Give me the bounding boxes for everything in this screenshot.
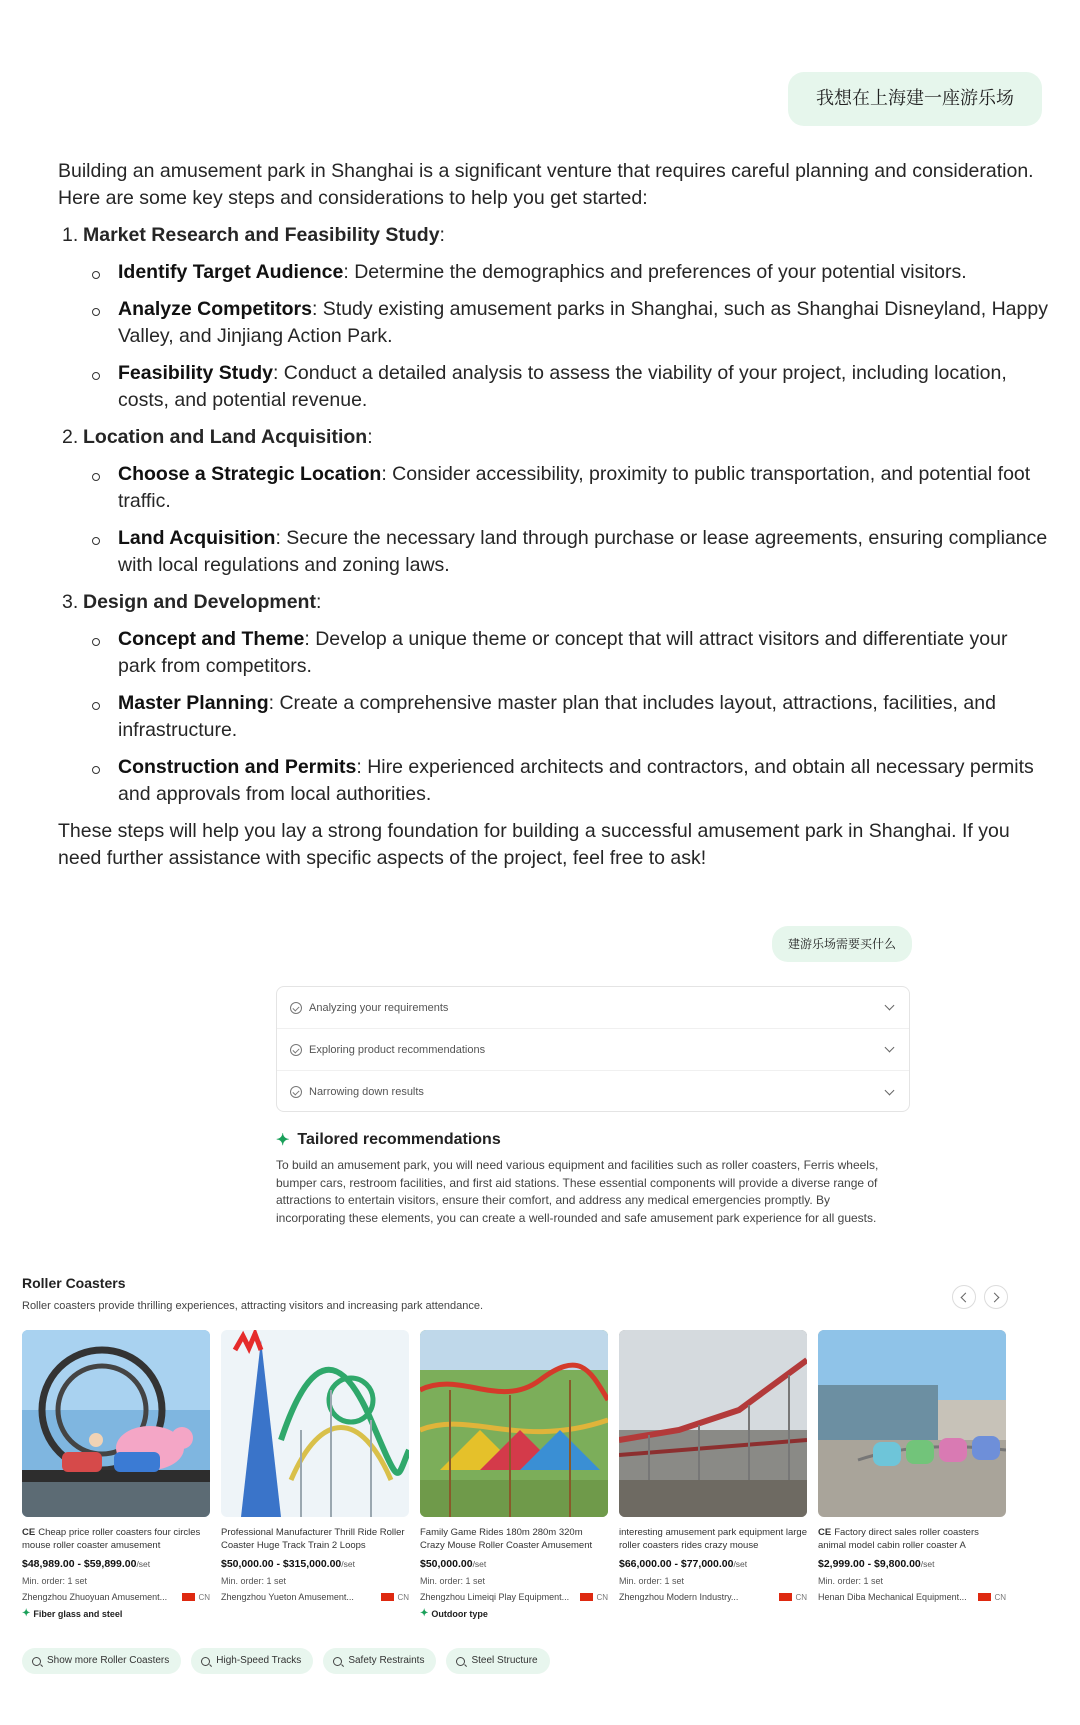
progress-steps-card (276, 986, 910, 1112)
sub-item-text: : Study existing amusement parks in Shanghai, such as Shanghai Disneyland, Happy Valley, and Jinjiang Action Park. (118, 298, 1048, 347)
product-price (619, 1558, 807, 1570)
chip-show-more[interactable] (22, 1648, 181, 1674)
answer-intro: Building an amusement park in Shanghai is a significant venture that requires careful planning and consideration. Here are some key steps and considerations to help you get started: (58, 160, 1034, 209)
sub-item-term: Construction and Permits (118, 756, 357, 778)
chevron-down-icon[interactable] (885, 1043, 895, 1053)
country-code: CN (198, 1592, 210, 1602)
sub-item (88, 461, 1048, 515)
sub-item-text: : Secure the necessary land through purchase or lease agreements, ensuring compliance with local regulations and zoning laws. (118, 527, 1048, 576)
product-title[interactable] (619, 1526, 807, 1552)
product-tag-text: Outdoor type (431, 1608, 488, 1619)
recommendations-title: Tailored recommendations (297, 1131, 501, 1148)
sub-item (88, 259, 1048, 286)
check-circle-icon (290, 1044, 302, 1056)
price-unit: /set (341, 1559, 355, 1569)
step-title: Market Research and Feasibility Study (83, 224, 440, 246)
supplier-name[interactable]: Zhengzhou Zhuoyuan Amusement... (22, 1592, 168, 1602)
sub-item (88, 690, 1048, 744)
min-order: Min. order: 1 set (22, 1576, 88, 1586)
ce-mark: CE (22, 1527, 36, 1538)
sub-item-term: Analyze Competitors (118, 298, 312, 320)
search-icon (456, 1657, 465, 1666)
product-tag-text: Fiber glass and steel (33, 1608, 123, 1619)
product-title[interactable] (221, 1526, 409, 1552)
sparkle-icon: ✦ (276, 1132, 290, 1149)
carousel-next-button[interactable] (984, 1285, 1008, 1309)
chevron-down-icon[interactable] (885, 1001, 895, 1011)
country-code: CN (397, 1592, 409, 1602)
product-carousel (22, 1330, 1006, 1619)
user-message-bubble: 我想在上海建一座游乐场 (788, 72, 1042, 126)
sub-item-text: : Develop a unique theme or concept that will attract visitors and differentiate your park from competitors. (118, 628, 1008, 677)
supplier-name[interactable]: Henan Diba Mechanical Equipment... (818, 1592, 967, 1602)
product-price (420, 1558, 608, 1570)
min-order: Min. order: 1 set (221, 1576, 287, 1586)
check-circle-icon (290, 1086, 302, 1098)
product-price (22, 1558, 210, 1570)
step-title: Design and Development (83, 591, 316, 613)
product-image[interactable] (221, 1330, 409, 1517)
product-card[interactable] (818, 1330, 1006, 1619)
recommendations-body: To build an amusement park, you will need various equipment and facilities such as roller coasters, Ferris wheels, bumper cars, restroom facilities, and first aid stations. These essential components will provide a diverse range of attractions to entertain visitors, ensure their comfort, and address any medical emergencies promptly. By incorporating these elements, you can create a well-rounded and safe amusement park experience for all guests. (276, 1158, 879, 1225)
min-order: Min. order: 1 set (818, 1576, 884, 1586)
product-title[interactable] (22, 1526, 210, 1552)
answer-closing: These steps will help you lay a strong foundation for building a successful amusement park in Shanghai. If you need further assistance with specific aspects of the project, feel free to ask! (58, 820, 1010, 869)
progress-step-label: Narrowing down results (309, 1086, 424, 1098)
product-title-text: Cheap price roller coasters four circles mouse roller coaster amusement (22, 1527, 201, 1551)
step-number: 3. (62, 591, 79, 613)
step-number: 2. (62, 426, 79, 448)
step-number: 1. (62, 224, 79, 246)
supplier-name[interactable]: Zhengzhou Limeiqi Play Equipment... (420, 1592, 570, 1602)
chip-safety-restraints[interactable] (323, 1648, 436, 1674)
country-code: CN (596, 1592, 608, 1602)
chevron-left-icon (961, 1293, 971, 1303)
product-tag (22, 1608, 210, 1619)
sparkle-icon: ✦ (22, 1608, 31, 1619)
price-range: $50,000.00 (420, 1558, 473, 1570)
product-card[interactable] (221, 1330, 409, 1619)
sub-item-term: Master Planning (118, 692, 269, 714)
country-code: CN (994, 1592, 1006, 1602)
step-item: 3. Design and Development: Concept and Theme: Develop a unique theme or concept that will attract visitors and differentiate your park from competitors. Master Planning: Create a comprehensive master plan that includes layout, attractions, facilities, and infrastructure. Construction and Permits: Hire experienced architects and contractors, and obtain all necessary permits and approvals from local authorities. (58, 589, 1048, 808)
check-circle-icon (290, 1002, 302, 1014)
step-item: 1. Market Research and Feasibility Study: Identify Target Audience: Determine the demographics and preferences of your potential visitors. Analyze Competitors: Study existing amusement parks in Shanghai, such as Shanghai Disneyland, Happy Valley, and Jinjiang Action Park. Feasibility Study: Conduct a detailed analysis to assess the viability of your project, including location, costs, and potential revenue. (58, 222, 1048, 414)
chevron-right-icon (990, 1293, 1000, 1303)
chip-label: Show more Roller Coasters (47, 1655, 170, 1666)
search-icon (333, 1657, 342, 1666)
suggestion-chips (22, 1648, 550, 1674)
section-description: Roller coasters provide thrilling experiences, attracting visitors and increasing park attendance. (22, 1300, 484, 1312)
supplier-name[interactable]: Zhengzhou Modern Industry... (619, 1592, 739, 1602)
china-flag-icon (580, 1593, 593, 1601)
product-price (818, 1558, 1006, 1570)
supplier-row[interactable] (619, 1592, 807, 1602)
china-flag-icon (182, 1593, 195, 1601)
sub-item-text: : Create a comprehensive master plan that includes layout, attractions, facilities, and infrastructure. (118, 692, 996, 741)
chip-label: Safety Restraints (348, 1655, 425, 1666)
product-tag (420, 1608, 608, 1619)
sub-item-term: Land Acquisition (118, 527, 276, 549)
supplier-name[interactable]: Zhengzhou Yueton Amusement... (221, 1592, 354, 1602)
product-title[interactable] (420, 1526, 608, 1552)
china-flag-icon (779, 1593, 792, 1601)
progress-step[interactable] (277, 1029, 909, 1071)
min-order: Min. order: 1 set (619, 1576, 685, 1586)
product-card[interactable] (619, 1330, 807, 1619)
sub-item-text: : Consider accessibility, proximity to public transportation, and potential foot traffic. (118, 463, 1031, 512)
price-unit: /set (733, 1559, 748, 1569)
product-image[interactable] (22, 1330, 210, 1517)
product-title-text: Professional Manufacturer Thrill Ride Roller Coaster Huge Track Train 2 Loops (221, 1527, 405, 1551)
step-title: Location and Land Acquisition (83, 426, 368, 448)
sparkle-icon: ✦ (420, 1608, 429, 1619)
sub-item (88, 754, 1048, 808)
sub-item (88, 360, 1048, 414)
price-range: $2,999.00 - $9,800.00 (818, 1558, 921, 1570)
product-title-text: Family Game Rides 180m 280m 320m Crazy Mouse Roller Coaster Amusement (420, 1527, 593, 1551)
sub-item-term: Identify Target Audience (118, 261, 344, 283)
sub-item (88, 525, 1048, 579)
steps-list (58, 222, 1048, 808)
product-image[interactable] (619, 1330, 807, 1517)
sub-item-text: : Hire experienced architects and contractors, and obtain all necessary permits and approvals from local authorities. (118, 756, 1034, 805)
sub-item-text: : Determine the demographics and preferences of your potential visitors. (343, 261, 967, 283)
china-flag-icon (978, 1593, 991, 1601)
supplier-row[interactable] (420, 1592, 608, 1602)
china-flag-icon (381, 1593, 394, 1601)
price-range: $66,000.00 - $77,000.00 (619, 1558, 734, 1570)
chip-label: Steel Structure (471, 1655, 538, 1666)
sub-item (88, 626, 1048, 680)
sub-item (88, 296, 1048, 350)
product-image[interactable] (818, 1330, 1006, 1517)
supplier-row[interactable] (22, 1592, 210, 1602)
product-title-text: interesting amusement park equipment large roller coasters rides crazy mouse (619, 1527, 807, 1551)
chip-steel-structure[interactable] (446, 1648, 549, 1674)
sub-item-term: Choose a Strategic Location (118, 463, 382, 485)
chevron-down-icon[interactable] (885, 1085, 895, 1095)
sub-item-text: : Conduct a detailed analysis to assess the viability of your project, including location, costs, and potential revenue. (118, 362, 1007, 411)
sub-item-term: Feasibility Study (118, 362, 273, 384)
progress-step-label: Analyzing your requirements (309, 1001, 449, 1014)
price-range: $50,000.00 - $315,000.00 (221, 1558, 342, 1570)
ce-mark: CE (818, 1527, 832, 1538)
carousel-prev-button[interactable] (952, 1285, 976, 1309)
product-image[interactable] (420, 1330, 608, 1517)
price-range: $48,989.00 - $59,899.00 (22, 1558, 137, 1570)
progress-step-label: Exploring product recommendations (309, 1043, 486, 1056)
chip-high-speed-tracks[interactable] (191, 1648, 313, 1674)
price-unit: /set (472, 1559, 487, 1569)
search-icon (201, 1657, 210, 1666)
step-item: 2. Location and Land Acquisition: Choose a Strategic Location: Consider accessibility, proximity to public transportation, and potential foot traffic. Land Acquisition: Secure the necessary land through purchase or lease agreements, ensuring compliance with local regulations and zoning laws. (58, 424, 1048, 579)
country-code: CN (795, 1592, 807, 1602)
search-icon (32, 1657, 41, 1666)
progress-step[interactable] (277, 987, 909, 1029)
product-card[interactable] (22, 1330, 210, 1619)
sub-item-term: Concept and Theme (118, 628, 305, 650)
product-title[interactable] (818, 1526, 1006, 1552)
progress-step[interactable] (277, 1071, 909, 1113)
recommendations-heading (276, 1130, 501, 1150)
price-unit: /set (136, 1559, 151, 1569)
price-unit: /set (920, 1559, 935, 1569)
product-title-text: Factory direct sales roller coasters animal model cabin roller coaster A (818, 1527, 979, 1551)
chip-label: High-Speed Tracks (216, 1655, 302, 1666)
supplier-row[interactable] (221, 1592, 409, 1602)
product-price (221, 1558, 409, 1570)
assistant-answer (58, 158, 1048, 882)
user-message-bubble: 建游乐场需要买什么 (772, 926, 912, 962)
product-card[interactable] (420, 1330, 608, 1619)
min-order: Min. order: 1 set (420, 1576, 486, 1586)
section-title: Roller Coasters (22, 1275, 126, 1291)
supplier-row[interactable] (818, 1592, 1006, 1602)
